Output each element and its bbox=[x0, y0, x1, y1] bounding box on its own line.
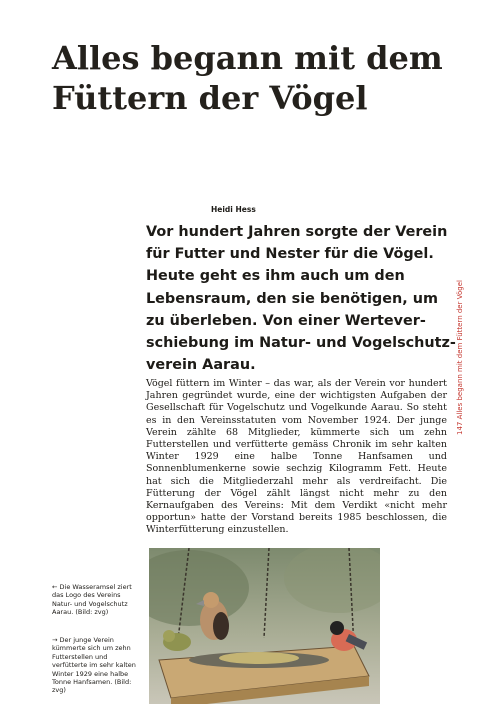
title-line: Alles begann mit dem bbox=[52, 39, 443, 77]
lead-line: Heute geht es ihm auch um den bbox=[146, 268, 405, 285]
running-head bbox=[456, 280, 472, 460]
bird-feeder-photo bbox=[149, 548, 380, 704]
lead-line: für Futter und Nester für die Vögel. bbox=[146, 246, 434, 263]
author-name: Heidi Hess bbox=[211, 205, 256, 214]
running-head-text: Alles begann mit dem Füttern der Vögel bbox=[456, 280, 464, 420]
article-title bbox=[52, 38, 472, 118]
lead-line: Vor hundert Jahren sorgte der Verein bbox=[146, 224, 448, 240]
lead-line: Lebensraum, den sie benötigen, um bbox=[146, 290, 438, 307]
title-line: Füttern der Vögel bbox=[52, 79, 368, 117]
lead-line: zu überleben. Von einer Wertever- bbox=[146, 312, 426, 329]
photo-caption: ← Die Wasseramsel ziert das Logo des Vereins Natur- und Vogelschutz Aarau. (Bild: zvg) bbox=[52, 583, 132, 617]
photo-caption: → Der junge Verein kümmerte sich um zehn Futterstellen und verfütterte im sehr kalten Winter 1929 eine halbe Tonne Hanfsamen. (Bild: zvg) bbox=[52, 636, 136, 695]
page-number: 147 bbox=[456, 421, 464, 435]
body-paragraph: Vögel füttern im Winter – das war, als der Verein vor hundert Jahren gegründet wurde, eine der wichtigsten Aufgaben der Gesellschaft für Vogelschutz und Vogelkunde Aarau. So steht es in den Vereinsstatuten vom November 1924. Der junge Verein zählte 68 Mitglieder, kümmerte sich um zehn Futterstellen und verfütterte gemäss Chronik im sehr kalten Winter 1929 eine halbe Tonne Hanfsamen und Sonnenblumenkerne sowie sechzig Kilogramm Fett. Heute hat sich die Mitgliederzahl mehr als verdreifacht. Die Fütterung der Vögel zählt längst nicht mehr zu den Kernaufgaben des Vereins: Mit dem Verdikt «nicht mehr opportun» hatte der Vorstand bereits 1985 beschlossen, die Winterfütterung einzustellen. bbox=[146, 378, 447, 536]
lead-line: schiebung im Natur- und Vogelschutz- bbox=[146, 335, 456, 352]
lead-paragraph bbox=[146, 221, 456, 376]
lead-line: verein Aarau. bbox=[146, 357, 256, 374]
bird-feeder-illustration bbox=[149, 548, 380, 704]
